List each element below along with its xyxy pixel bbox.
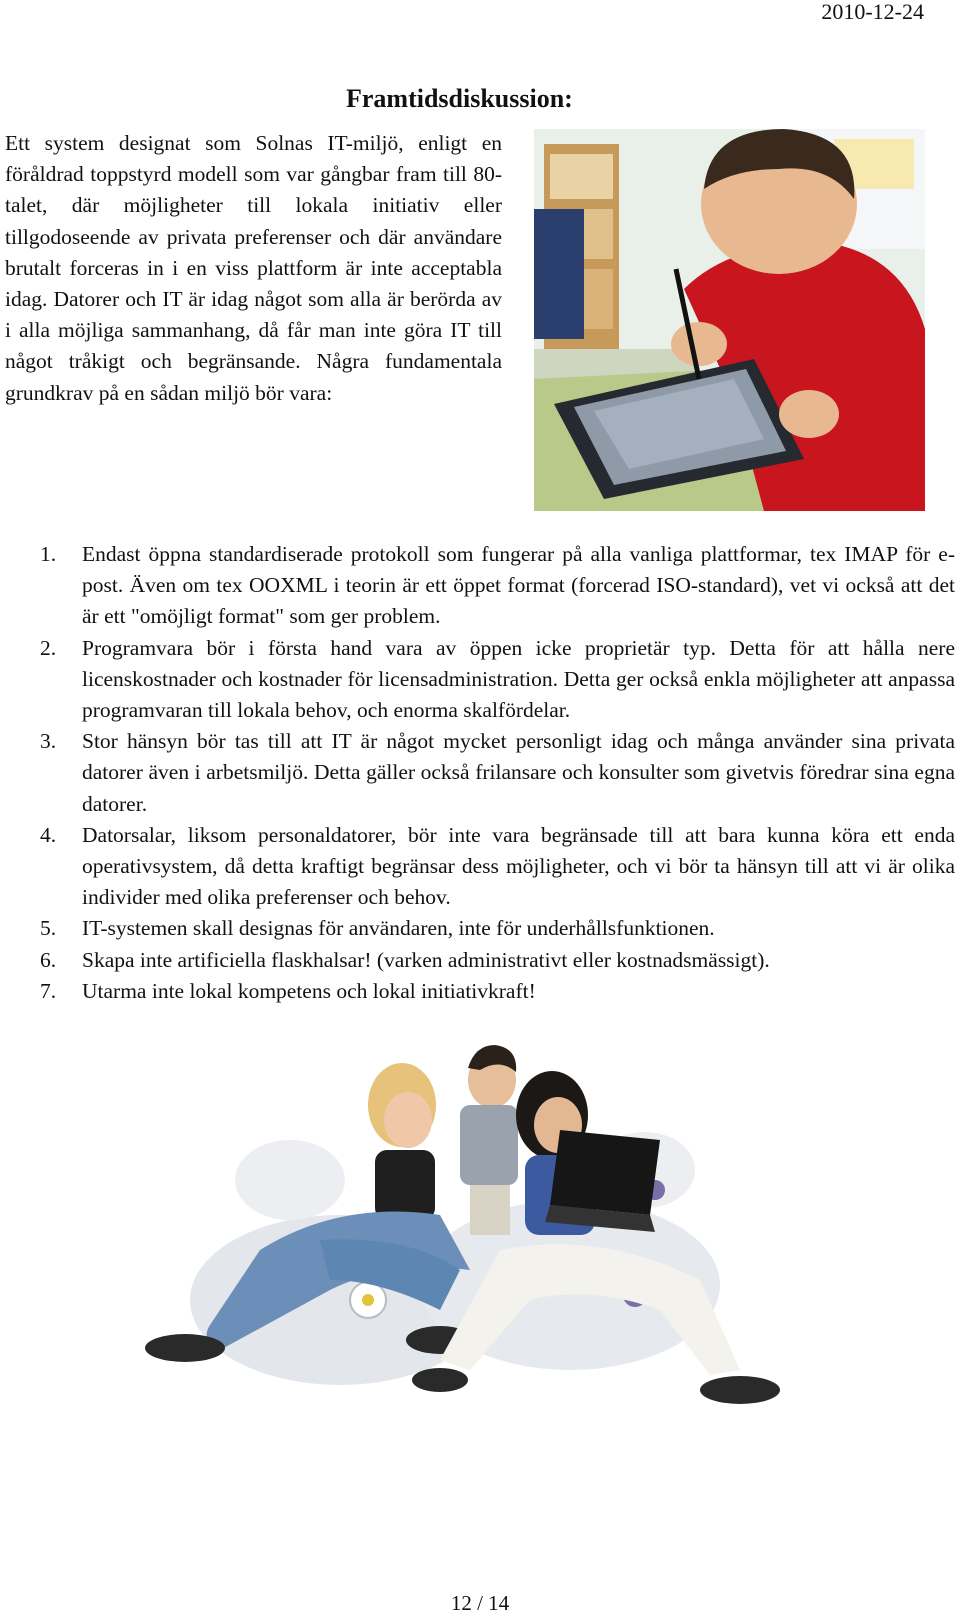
item-text: Stor hänsyn bör tas till att IT är något mycket personligt idag och många använder sina privata datorer även i arbetsmiljö. Detta gäller också frilansare och konsulter som givetvis föredrar sina egna datorer. [82, 729, 955, 816]
item-number: 1. [40, 542, 57, 566]
list-item [40, 820, 955, 914]
section-title: Framtidsdiskussion: [346, 84, 573, 113]
page-number: 12 / 14 [450, 1591, 510, 1615]
item-text: Skapa inte artificiella flaskhalsar! (varken administrativt eller kostnadsmässigt). [82, 947, 770, 972]
item-number: 3. [40, 729, 57, 754]
item-text: Utarma inte lokal kompetens och lokal initiativkraft! [82, 978, 536, 1003]
item-number: 7. [40, 978, 57, 1003]
list-item [40, 726, 955, 820]
kids-laptop-photo [140, 1040, 830, 1470]
list-item [40, 633, 955, 727]
list-item [40, 945, 955, 976]
intro-paragraph: Ett system designat som Solnas IT-miljö, enligt en föråldrad toppstyrd modell som var gångbar fram till 80-talet, där möjligheter till lokala initiativ eller tillgodoseende av privata preferenser och där användare brutalt forceras in i en viss plattform är inte acceptabla idag. Datorer och IT är idag något som alla är berörda av i alla möjliga sammanhang, då får man inte göra IT till något tråkigt och begränsande. Några fundamentala grundkrav på en sådan miljö bör vara: [5, 131, 502, 405]
item-number: 5. [40, 916, 57, 941]
item-number: 6. [40, 947, 57, 972]
requirements-list [40, 539, 955, 1007]
list-item [40, 976, 955, 1007]
list-item [40, 913, 955, 944]
item-text: IT-systemen skall designas för användaren, inte för underhållsfunktionen. [82, 916, 715, 941]
item-number: 2. [40, 635, 57, 660]
item-text: Endast öppna standardiserade protokoll som fungerar på alla vanliga plattformar, tex IMAP för e-post. Även om tex OOXML i teorin är ett öppet format (forcerad ISO-standard), vet vi också att det är ett "omöjligt format" som ger problem. [82, 542, 955, 629]
boy-tablet-photo [534, 129, 925, 511]
item-number: 4. [40, 822, 57, 847]
page-date: 2010-12-24 [821, 0, 924, 24]
item-text: Programvara bör i första hand vara av öppen icke proprietär typ. Detta för att hålla nere licenskostnader och kostnader för licensadministration. Detta ger också enkla möjligheter att anpassa programvaran till lokala behov, och enorma skalfördelar. [82, 635, 955, 723]
item-text: Datorsalar, liksom personaldatorer, bör inte vara begränsade till att bara kunna köra ett enda operativsystem, då detta kraftigt begränsar dess möjligheter, och vi bör ta hänsyn till att vi är olika individer med olika preferenser och behov. [82, 822, 955, 910]
list-item [40, 539, 955, 633]
